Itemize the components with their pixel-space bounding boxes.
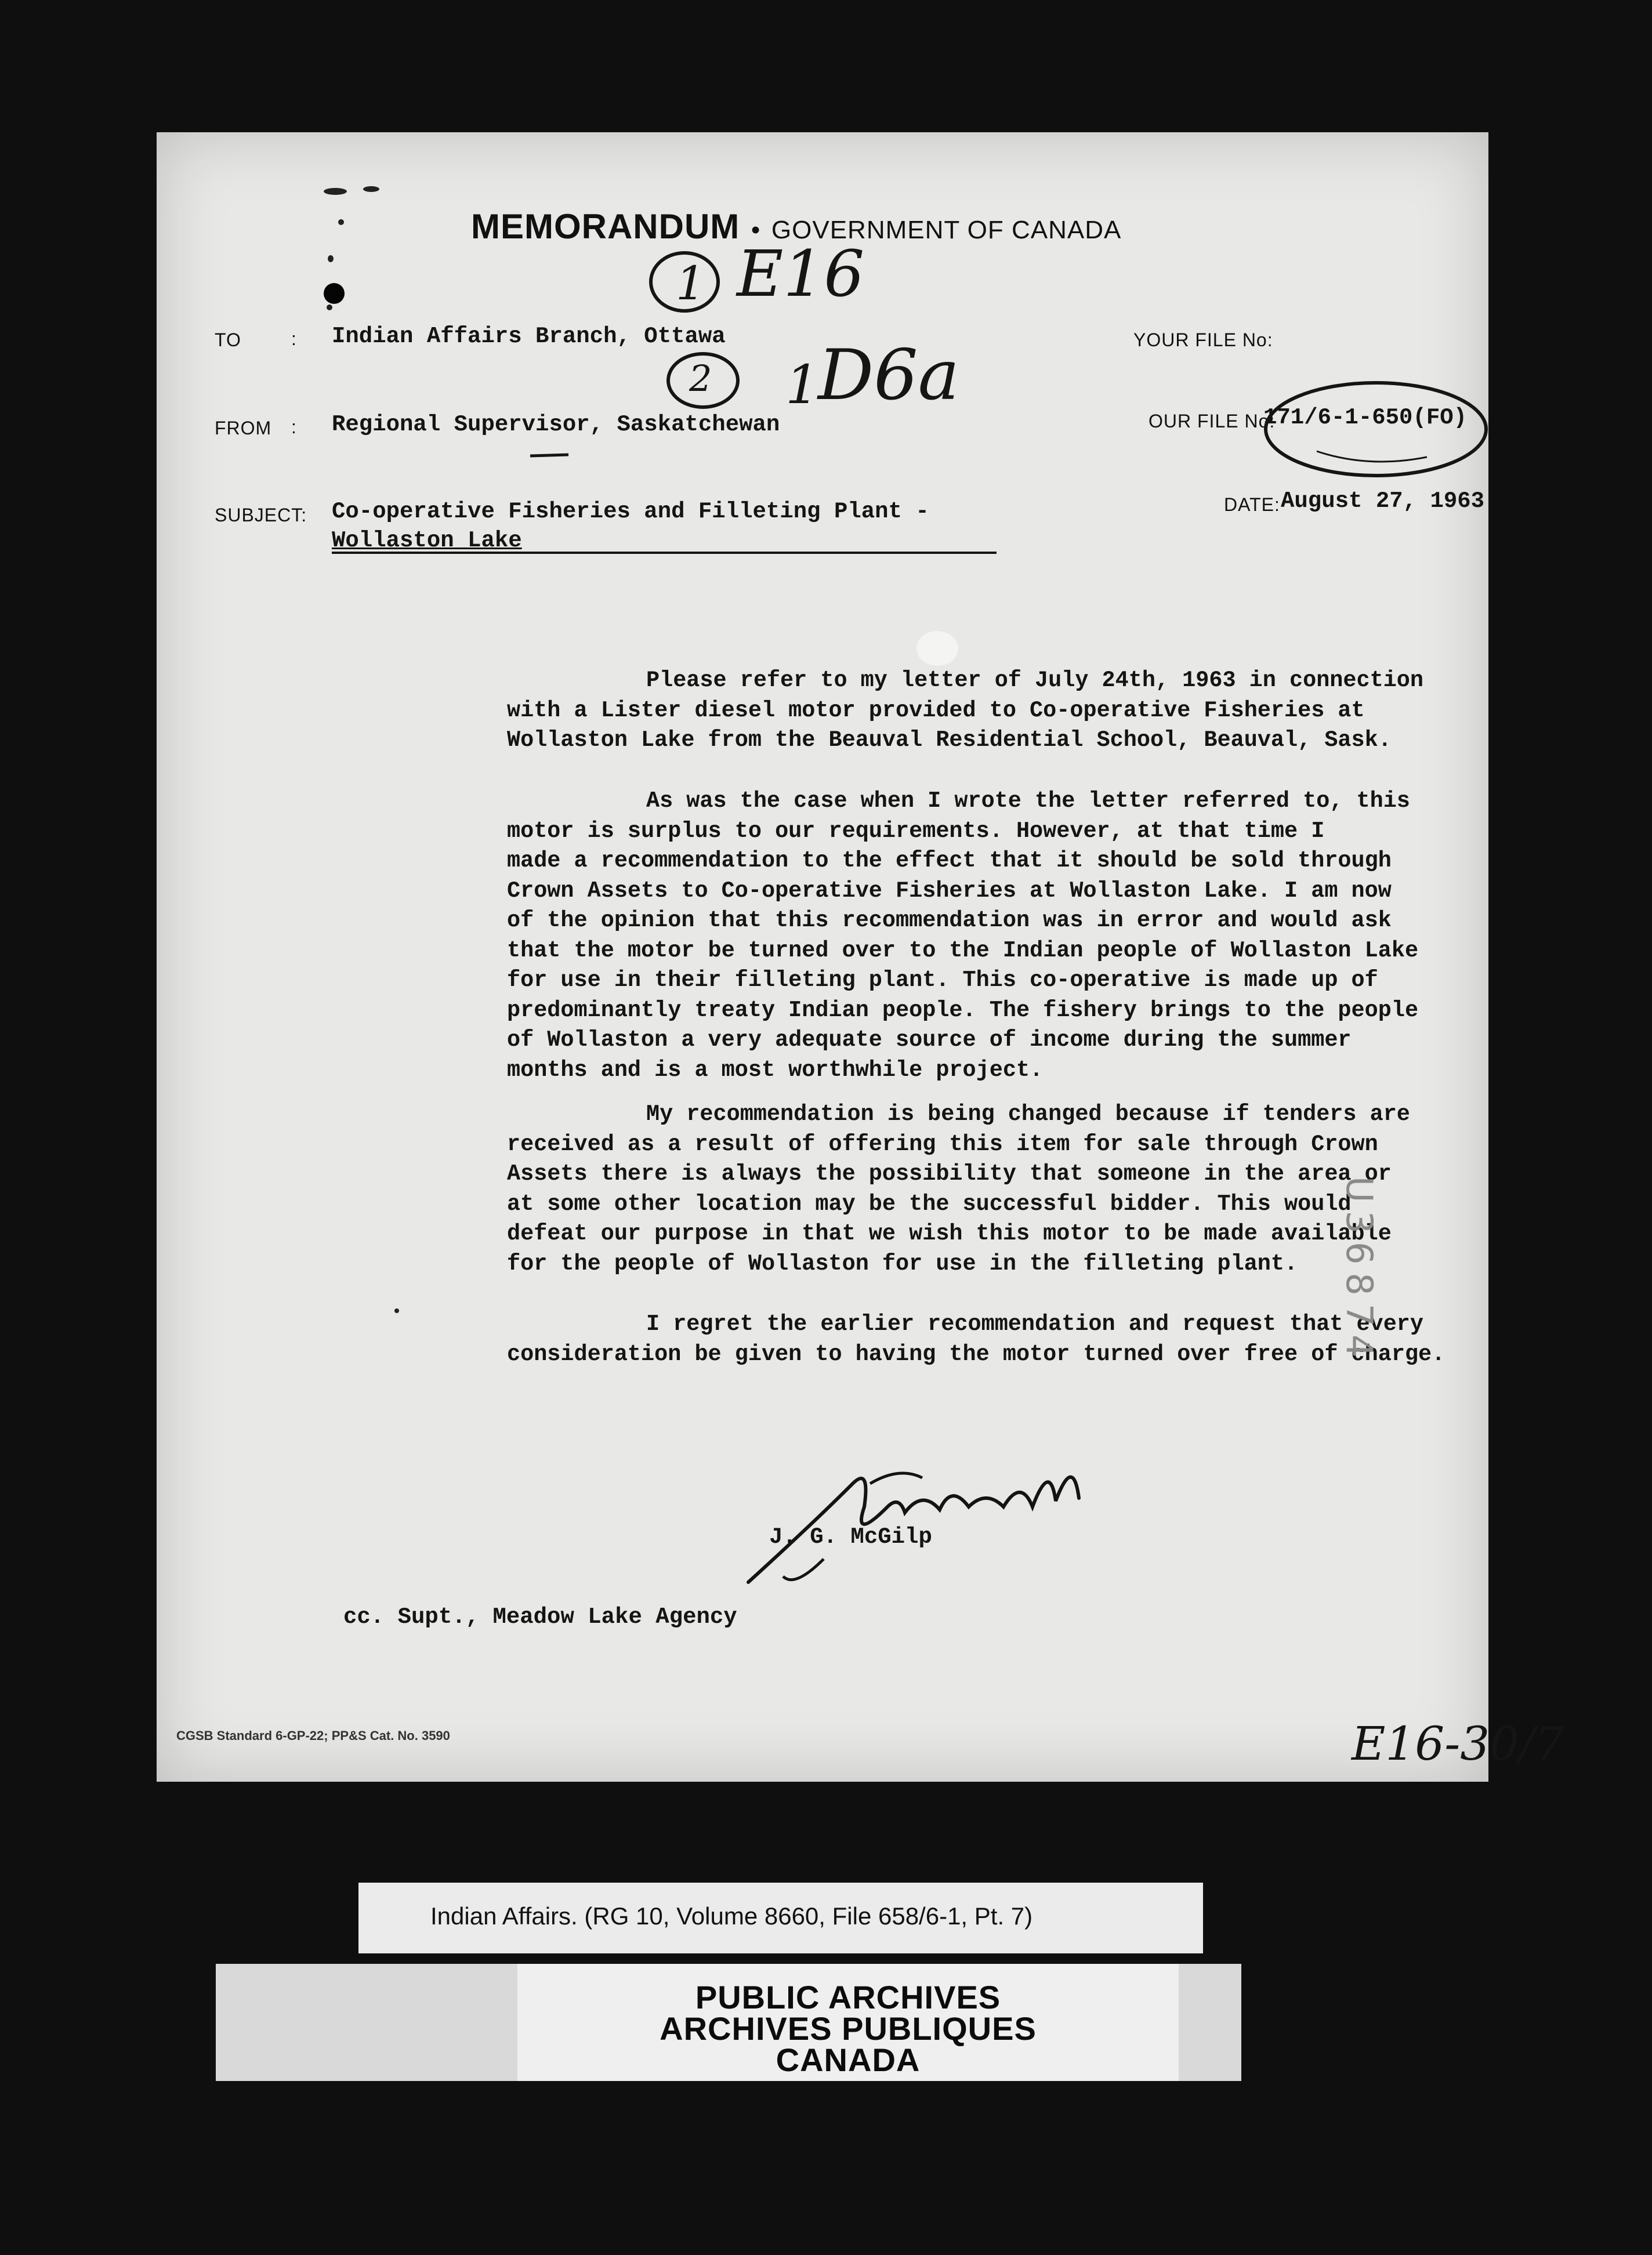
body-line: that the motor be turned over to the Indian people of Wollaston Lake (507, 937, 1419, 963)
from-value: Regional Supervisor, Saskatchewan (332, 412, 780, 437)
body-paragraph-2 (507, 786, 1568, 1085)
cc-line: cc. Supt., Meadow Lake Agency (343, 1604, 737, 1630)
stamp-line-3: CANADA (776, 2042, 921, 2078)
date-label: DATE: (1224, 494, 1280, 515)
body-paragraph-1 (507, 666, 1568, 756)
body-line: Wollaston Lake from the Beauval Residential School, Beauval, Sask. (507, 727, 1392, 753)
handwritten-code-e16: E16 (737, 237, 865, 311)
body-line: of the opinion that this recommendation was in error and would ask (507, 908, 1392, 933)
body-line: for the people of Wollaston for use in the filleting plant. (507, 1250, 1298, 1277)
margin-stamped-number: U36874 (1338, 1176, 1381, 1366)
body-line: predominantly treaty Indian people. The fishery brings to the people (507, 997, 1419, 1023)
body-line: Crown Assets to Co-operative Fisheries at Wollaston Lake. I am now (507, 878, 1392, 904)
to-value: Indian Affairs Branch, Ottawa (332, 324, 726, 349)
body-line: made a recommendation to the effect that it should be sold through (507, 848, 1392, 873)
body-line: received as a result of offering this item for sale through Crown (507, 1131, 1378, 1157)
our-file-label: OUR FILE No: (1149, 411, 1276, 432)
to-label: TO (215, 329, 241, 350)
body-line: My recommendation is being changed because if tenders are (646, 1101, 1410, 1127)
from-pen-mark (528, 450, 574, 462)
stamp-line-1: PUBLIC ARCHIVES (695, 1979, 1001, 2015)
archive-citation-strip (358, 1883, 1203, 1953)
body-line: Assets there is always the possibility that someone in the area or (507, 1161, 1392, 1187)
body-paragraph-3 (507, 1100, 1568, 1279)
body-line: defeat our purpose in that we wish this motor to be made available (507, 1221, 1392, 1246)
body-line: consideration be given to having the motor turned over free of charge. (507, 1341, 1446, 1367)
handwritten-number-1b: 1 (785, 354, 820, 416)
our-file-handwritten-circle (1253, 370, 1497, 486)
body-line: with a Lister diesel motor provided to Co-operative Fisheries at (507, 697, 1365, 723)
subject-line-1: Co-operative Fisheries and Filleting Plant - (332, 499, 929, 524)
date-value: August 27, 1963 (1281, 488, 1485, 514)
subject-label: SUBJECT: (215, 505, 307, 525)
handwritten-file-ref: E16-30/7 (1352, 1717, 1564, 1771)
subject-line-2: Wollaston Lake (332, 528, 522, 553)
from-label: FROM (215, 418, 272, 438)
body-line: of Wollaston a very adequate source of income during the summer (507, 1027, 1352, 1053)
body-paragraph-4 (507, 1310, 1568, 1369)
stamp-line-2: ARCHIVES PUBLIQUES (660, 2010, 1037, 2047)
memo-title: MEMORANDUM (471, 207, 740, 246)
header-bullet: • (751, 216, 760, 244)
signature-typed-name: J. G. McGilp (769, 1524, 932, 1550)
handwritten-number-1: 1 (676, 256, 705, 310)
body-line: Please refer to my letter of July 24th, 1963 in connection (646, 668, 1424, 693)
archive-stamp (517, 1964, 1179, 2081)
body-line: I regret the earlier recommendation and request that every (646, 1311, 1424, 1337)
archive-citation: Indian Affairs. (RG 10, Volume 8660, File 658/6-1, Pt. 7) (430, 1902, 1033, 1930)
our-file-value: 171/6-1-650(FO) (1263, 405, 1468, 430)
body-line: at some other location may be the successful bidder. This would (507, 1191, 1352, 1217)
your-file-label: YOUR FILE No: (1133, 329, 1273, 350)
subject-underline (332, 550, 999, 556)
body-line: As was the case when I wrote the letter referred to, this (646, 788, 1410, 814)
form-code: CGSB Standard 6-GP-22; PP&S Cat. No. 3590 (176, 1728, 450, 1743)
header-org: GOVERNMENT OF CANADA (771, 216, 1122, 244)
to-colon: : (291, 328, 297, 349)
handwritten-code-d6a: D6a (818, 335, 960, 416)
body-line: for use in their filleting plant. This co-operative is made up of (507, 967, 1378, 993)
punch-hole (324, 283, 345, 304)
handwritten-number-2: 2 (689, 357, 712, 400)
body-line: motor is surplus to our requirements. However, at that time I (507, 818, 1325, 844)
from-colon: : (291, 416, 297, 437)
memo-sheet (157, 132, 1564, 1782)
body-line: months and is a most worthwhile project. (507, 1057, 1044, 1083)
signature-handwritten-text (157, 132, 160, 133)
archive-stamp-strip (216, 1964, 1241, 2081)
